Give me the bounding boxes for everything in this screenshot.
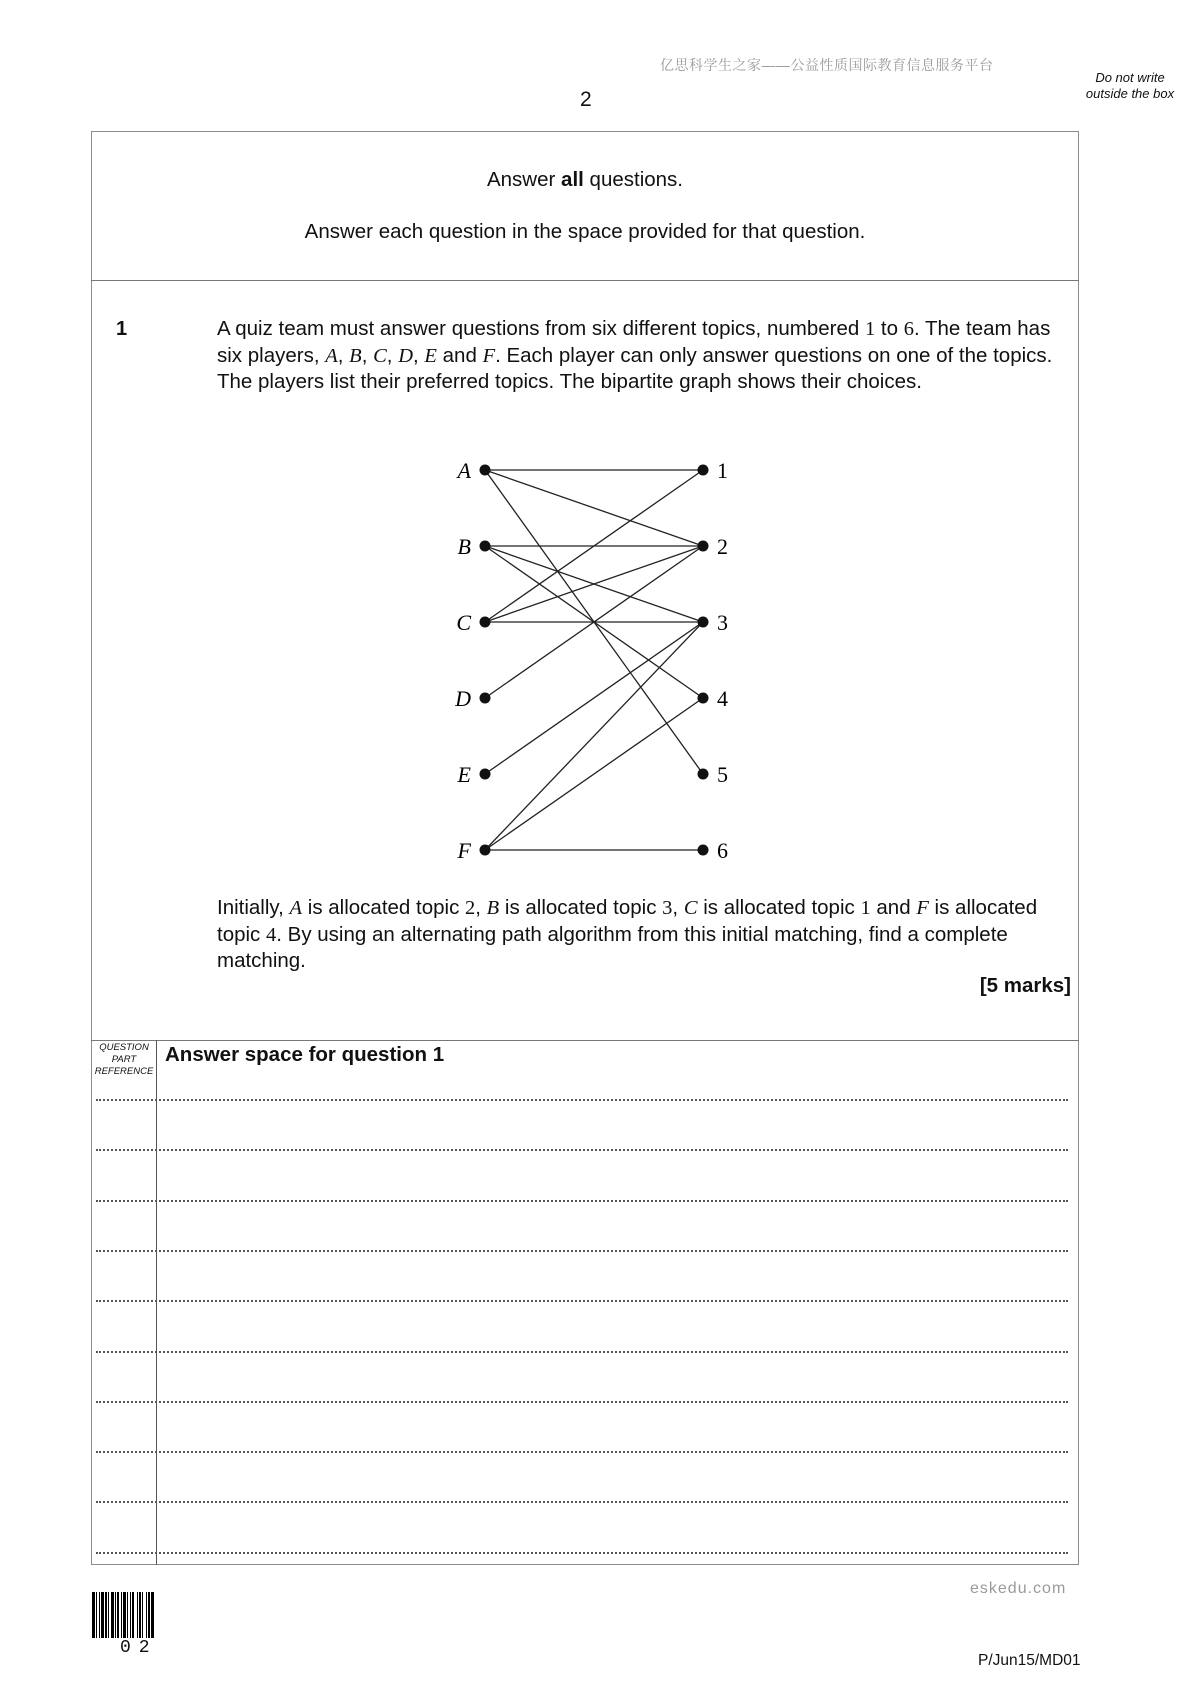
text-run: . By using an alternating path algorithm from this initial matching, find a complete matching.	[217, 922, 1008, 972]
math-symbol: F	[916, 897, 929, 919]
math-symbol: C	[683, 897, 698, 919]
answer-line[interactable]	[96, 1351, 1068, 1353]
node-B	[480, 541, 491, 552]
barcode-digits: 02	[120, 1638, 158, 1658]
question-number: 1	[116, 318, 128, 340]
node-label-5: 5	[717, 762, 728, 787]
text-run: to	[875, 317, 904, 340]
node-5	[698, 769, 709, 780]
node-C	[480, 617, 491, 628]
math-symbol: F	[482, 344, 496, 367]
answer-line[interactable]	[96, 1501, 1068, 1503]
text-run: ,	[361, 343, 374, 367]
node-label-2: 2	[717, 534, 728, 559]
text-run: . Each player can only answer questions on one of the topics. The players list their preferred topics. The bipartite graph shows their choices.	[217, 343, 1053, 393]
answer-line[interactable]	[96, 1250, 1068, 1252]
node-label-F: F	[457, 838, 471, 860]
node-label-C: C	[456, 610, 471, 635]
header-divider	[91, 280, 1079, 281]
math-symbol: 1	[864, 318, 876, 340]
math-symbol: 3	[662, 897, 673, 919]
text-run: is allocated topic	[499, 896, 663, 919]
instruction-answer-space: Answer each question in the space provided for that question.	[304, 220, 866, 243]
math-symbol: B	[486, 897, 500, 919]
text-run: is allocated topic	[302, 896, 466, 919]
math-symbol: 6	[903, 318, 914, 340]
text-run: is allocated topic	[697, 896, 861, 919]
node-4	[698, 693, 709, 704]
node-label-6: 6	[717, 838, 728, 860]
marks-label: [5 marks]	[979, 974, 1071, 997]
text-run: ,	[386, 343, 399, 367]
text-run: . The team has six players,	[217, 317, 1051, 367]
node-6	[698, 845, 709, 856]
barcode-icon	[92, 1592, 196, 1638]
instruction-emphasis: all	[561, 168, 584, 191]
node-F	[480, 845, 491, 856]
answer-line[interactable]	[96, 1149, 1068, 1151]
text-run: ,	[337, 343, 350, 367]
bipartite-graph	[420, 440, 760, 860]
text-run: ,	[413, 343, 425, 367]
node-A	[480, 465, 491, 476]
answer-line[interactable]	[96, 1401, 1068, 1403]
answer-line[interactable]	[96, 1300, 1068, 1302]
math-symbol: D	[398, 344, 414, 367]
node-1	[698, 465, 709, 476]
instruction-answer-all: Answer all questions.	[486, 168, 683, 191]
math-symbol: B	[349, 344, 362, 367]
answer-line[interactable]	[96, 1200, 1068, 1202]
text-run: and	[870, 896, 917, 919]
math-symbol: C	[373, 344, 387, 367]
text-run: ,	[475, 896, 487, 919]
answer-line[interactable]	[96, 1552, 1068, 1554]
footer-watermark: eskedu.com	[970, 1580, 1067, 1597]
node-label-D: D	[455, 686, 471, 711]
text-run: and	[436, 343, 483, 367]
text-run: Initially,	[217, 896, 290, 919]
page-number: 2	[580, 88, 592, 111]
node-label-B: B	[457, 534, 471, 559]
answer-line[interactable]	[96, 1099, 1068, 1101]
node-label-4: 4	[717, 686, 728, 711]
node-label-3: 3	[717, 610, 728, 635]
answer-divider	[91, 1040, 1079, 1041]
edge-F-3	[485, 622, 703, 850]
question-text	[217, 316, 1073, 396]
question-followup-text	[217, 895, 1073, 975]
node-D	[480, 693, 491, 704]
node-E	[480, 769, 491, 780]
math-symbol: 1	[860, 897, 871, 919]
margin-note: Do not write outside the box	[1085, 70, 1175, 101]
text-run: A quiz team must answer questions from six different topics, numbered	[217, 317, 865, 340]
text-run: is allocated topic	[217, 896, 1038, 946]
edge-A-2	[485, 470, 703, 546]
question-part-reference-label: QUESTION PART REFERENCE	[94, 1042, 154, 1077]
reference-column-divider	[156, 1040, 157, 1565]
math-symbol: E	[424, 344, 437, 367]
answer-space-title: Answer space for question 1	[165, 1043, 445, 1066]
math-symbol: 2	[465, 897, 476, 919]
math-symbol: 4	[266, 923, 277, 946]
node-label-E: E	[457, 762, 471, 787]
paper-code: P/Jun15/MD01	[978, 1652, 1081, 1669]
watermark-text: 亿思科学生之家——公益性质国际教育信息服务平台	[660, 57, 994, 73]
node-label-A: A	[457, 458, 471, 483]
math-symbol: A	[289, 897, 303, 919]
answer-line[interactable]	[96, 1451, 1068, 1453]
node-3	[698, 617, 709, 628]
edge-E-3	[485, 622, 703, 774]
text-run: ,	[672, 896, 684, 919]
edge-F-4	[485, 698, 703, 850]
node-label-1: 1	[717, 458, 728, 483]
math-symbol: A	[325, 344, 338, 367]
node-2	[698, 541, 709, 552]
